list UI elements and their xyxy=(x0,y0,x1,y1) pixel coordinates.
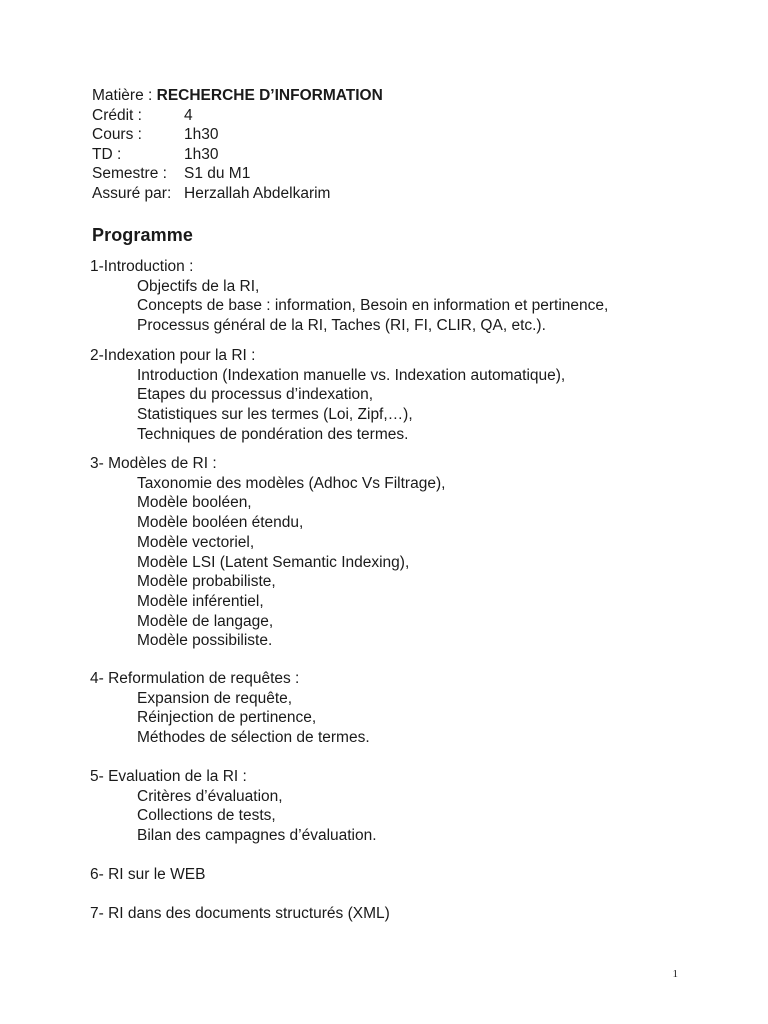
section-title: 5- Evaluation de la RI : xyxy=(90,768,247,785)
td-value: 1h30 xyxy=(184,145,219,163)
section-title: 3- Modèles de RI : xyxy=(90,455,217,472)
section-title: 6- RI sur le WEB xyxy=(90,866,206,883)
section-introduction xyxy=(90,257,677,336)
section-item: Modèle inférentiel, xyxy=(137,592,264,610)
section-title: 2-Indexation pour la RI : xyxy=(90,347,256,364)
section-web xyxy=(90,865,205,885)
section-xml xyxy=(90,904,390,924)
section-item: Modèle probabiliste, xyxy=(137,573,276,591)
section-item: Statistiques sur les termes (Loi, Zipf,…), xyxy=(137,406,413,424)
section-item: Etapes du processus d’indexation, xyxy=(137,386,374,404)
section-item: Introduction (Indexation manuelle vs. Indexation automatique), xyxy=(137,366,566,384)
section-item: Bilan des campagnes d’évaluation. xyxy=(137,827,377,845)
section-item: Modèle possibiliste. xyxy=(137,632,273,650)
section-item: Techniques de pondération des termes. xyxy=(137,425,409,443)
section-title: 1-Introduction : xyxy=(90,258,194,275)
cours-row xyxy=(92,125,383,145)
subject-row xyxy=(92,86,383,106)
programme-heading: Programme xyxy=(92,225,193,245)
section-item: Taxonomie des modèles (Adhoc Vs Filtrage), xyxy=(137,474,446,492)
semestre-value: S1 du M1 xyxy=(184,165,251,183)
cours-value: 1h30 xyxy=(184,126,219,144)
section-indexation xyxy=(90,346,565,445)
section-item: Modèle de langage, xyxy=(137,612,274,630)
section-item: Objectifs de la RI, xyxy=(137,277,260,295)
section-item: Modèle LSI (Latent Semantic Indexing), xyxy=(137,553,410,571)
section-item: Collections de tests, xyxy=(137,807,276,825)
section-modeles xyxy=(90,454,445,651)
semestre-row xyxy=(92,164,383,184)
section-reformulation xyxy=(90,669,370,748)
section-evaluation xyxy=(90,767,377,846)
section-item: Modèle booléen, xyxy=(137,494,252,512)
semestre-label: Semestre : xyxy=(92,165,167,183)
section-item: Réinjection de pertinence, xyxy=(137,709,317,727)
page-number: 1 xyxy=(672,968,678,980)
assure-label: Assuré par: xyxy=(92,184,172,202)
section-item: Critères d’évaluation, xyxy=(137,787,283,805)
td-row xyxy=(92,145,383,165)
course-header xyxy=(92,86,383,204)
assure-value: Herzallah Abdelkarim xyxy=(184,184,331,202)
section-item: Méthodes de sélection de termes. xyxy=(137,729,370,747)
subject-label: Matière : xyxy=(92,87,153,104)
credit-row xyxy=(92,106,383,126)
assure-row xyxy=(92,184,383,204)
section-title: 4- Reformulation de requêtes : xyxy=(90,670,300,687)
credit-value: 4 xyxy=(184,106,193,124)
section-item: Concepts de base : information, Besoin en information et pertinence, Processus général de la RI, Taches (RI, FI, CLIR, QA, etc.). xyxy=(137,297,609,335)
section-item: Expansion de requête, xyxy=(137,689,293,707)
section-item: Modèle booléen étendu, xyxy=(137,514,304,532)
subject-value: RECHERCHE D’INFORMATION xyxy=(156,87,383,104)
td-label: TD : xyxy=(92,145,122,163)
credit-label: Crédit : xyxy=(92,106,142,124)
section-title: 7- RI dans des documents structurés (XML) xyxy=(90,905,390,922)
cours-label: Cours : xyxy=(92,126,142,144)
section-item: Modèle vectoriel, xyxy=(137,533,255,551)
